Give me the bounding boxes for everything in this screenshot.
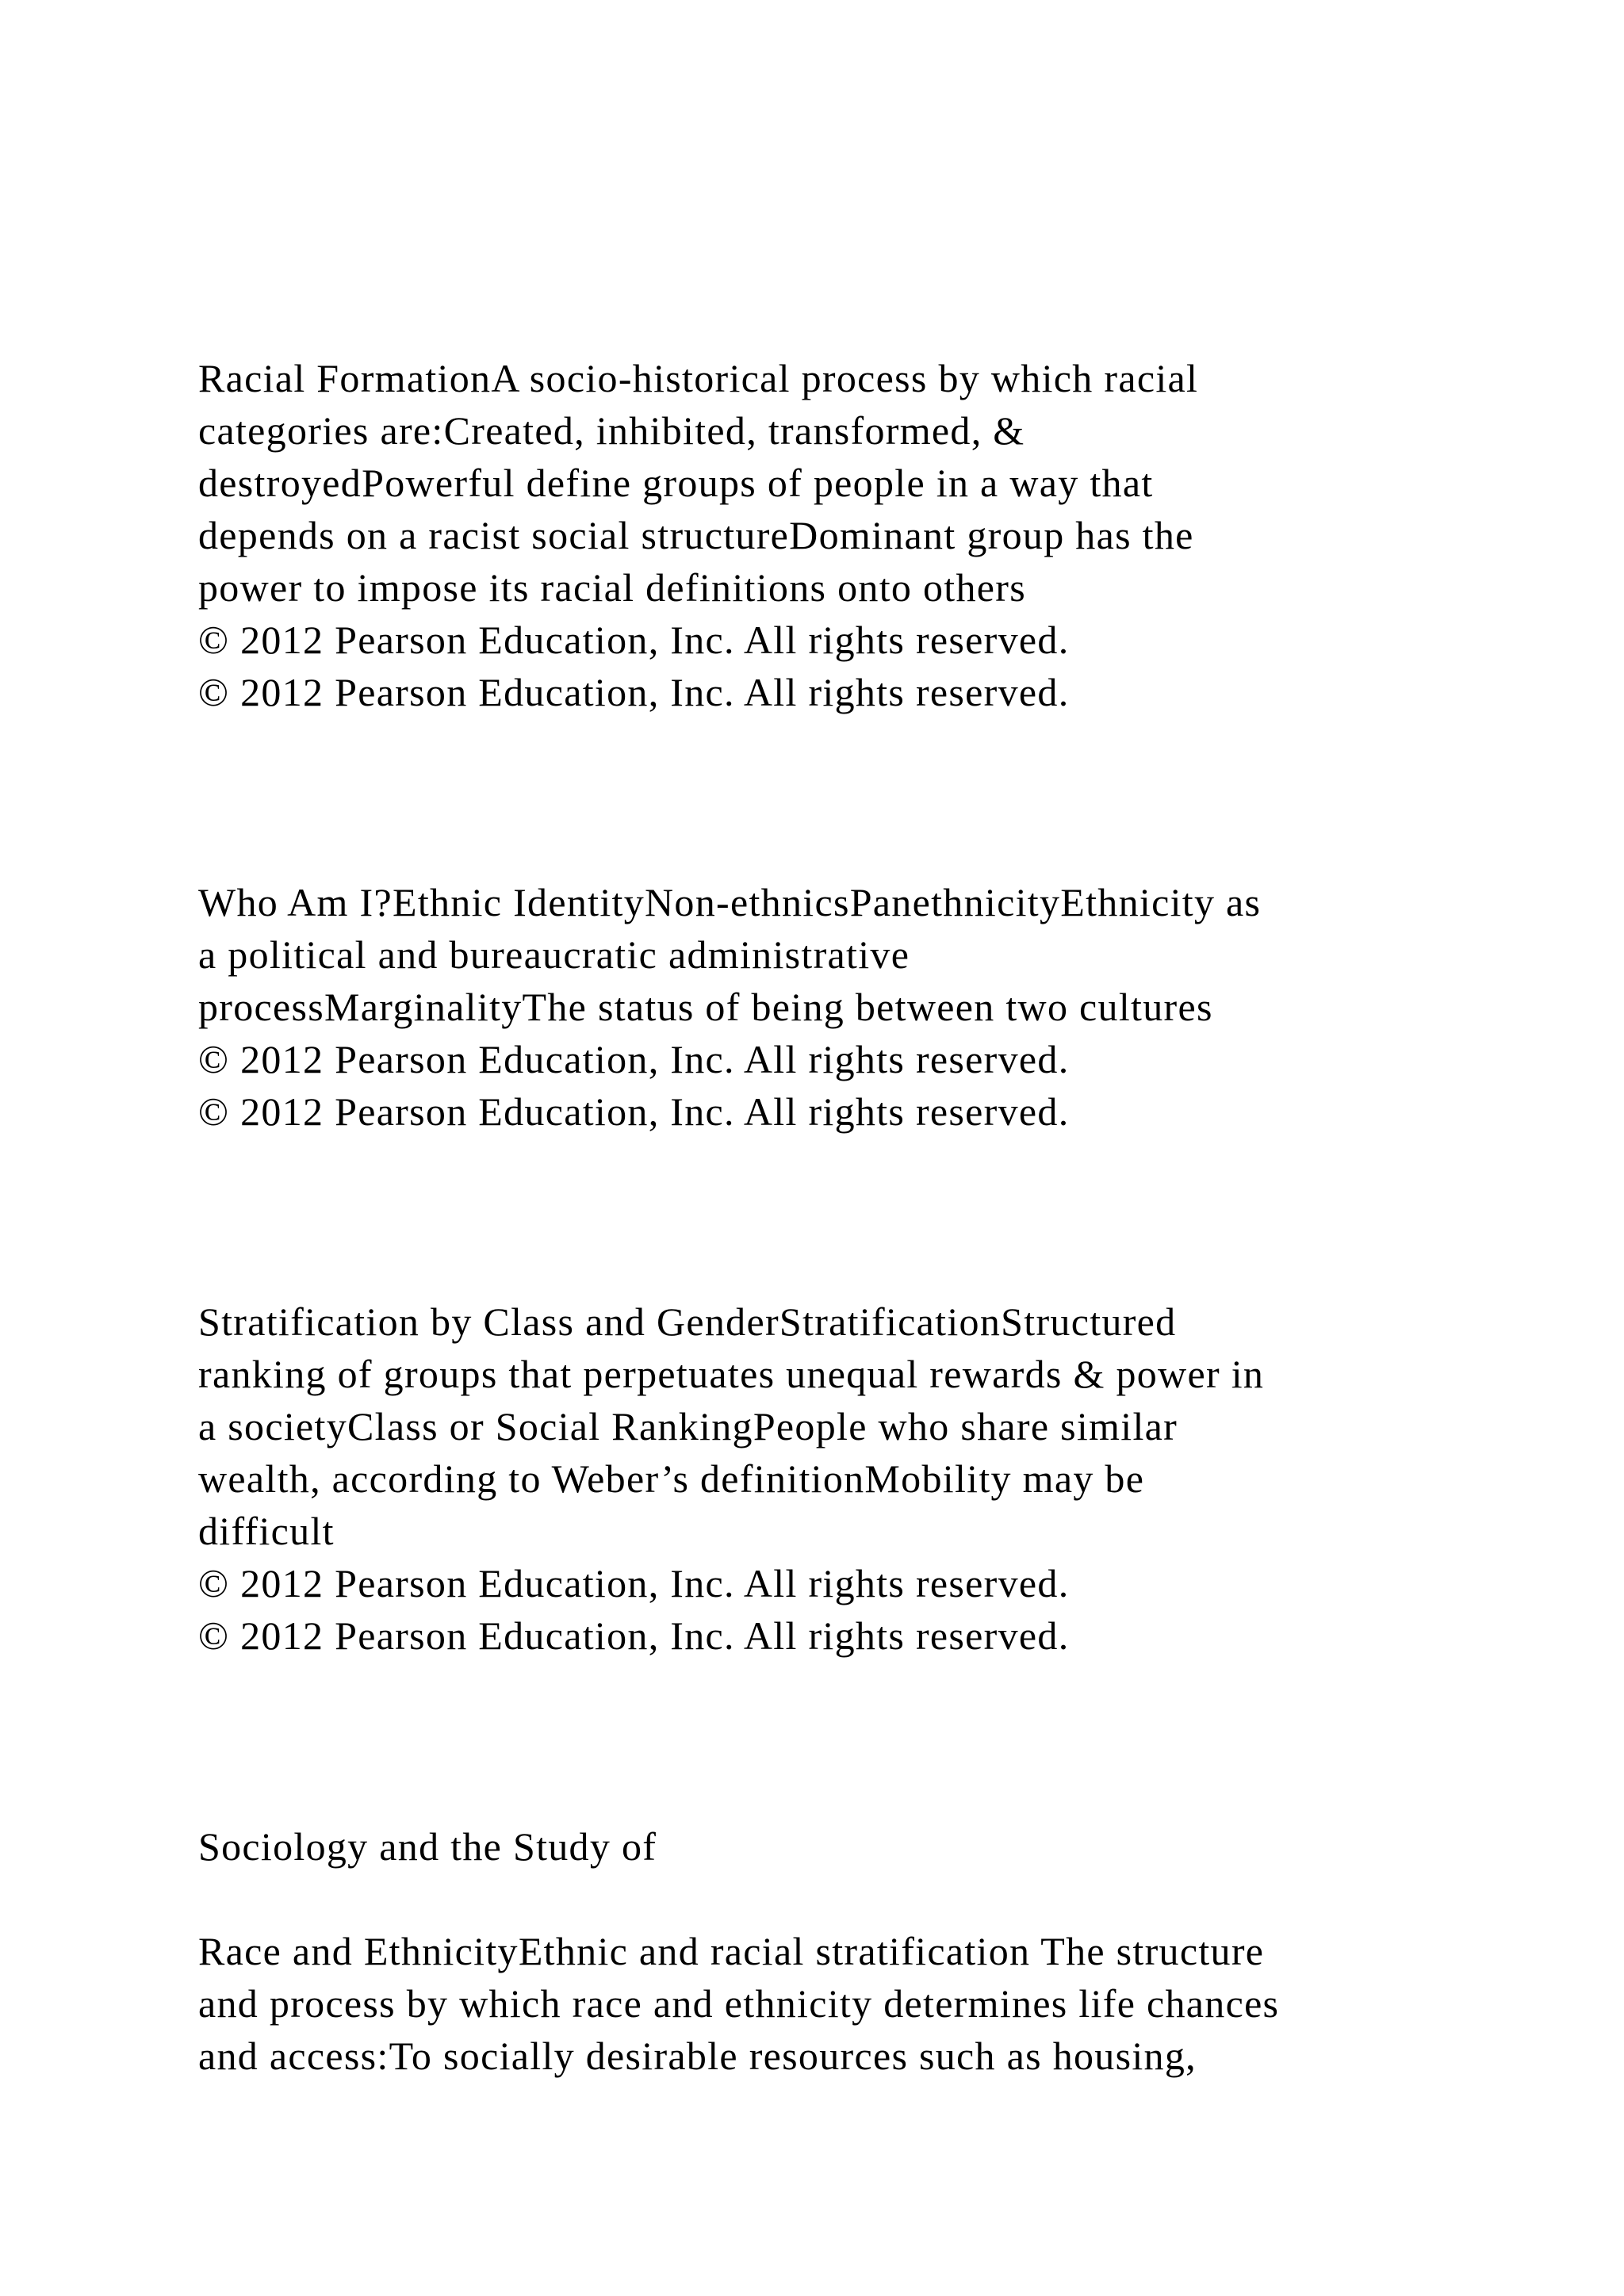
copyright-line: © 2012 Pearson Education, Inc. All rights reserved. (198, 1561, 1070, 1605)
text-line: Race and EthnicityEthnic and racial stratification The structure (198, 1929, 1265, 1973)
section-racial-formation (198, 352, 1546, 718)
text-line: categories are:Created, inhibited, transformed, & (198, 408, 1025, 453)
copyright-line: © 2012 Pearson Education, Inc. All rights reserved. (198, 1037, 1070, 1081)
text-line: Sociology and the Study of (198, 1824, 657, 1869)
text-line: and access:To socially desirable resources such as housing, (198, 2034, 1197, 2078)
copyright-line: © 2012 Pearson Education, Inc. All rights reserved. (198, 1613, 1070, 1658)
text-line: destroyedPowerful define groups of people in a way that (198, 461, 1154, 505)
text-line: power to impose its racial definitions onto others (198, 565, 1026, 610)
text-line: depends on a racist social structureDominant group has the (198, 513, 1194, 557)
text-line: ranking of groups that perpetuates unequal rewards & power in (198, 1352, 1265, 1396)
text-line: and process by which race and ethnicity determines life chances (198, 1981, 1280, 2026)
text-line: Racial FormationA socio-historical process by which racial (198, 356, 1199, 400)
text-line: a societyClass or Social RankingPeople who share similar (198, 1404, 1178, 1448)
section-stratification (198, 1295, 1546, 1662)
section-race-ethnicity (198, 1925, 1546, 2082)
section-who-am-i (198, 876, 1546, 1138)
text-line: wealth, according to Weber’s definitionMobility may be (198, 1456, 1145, 1501)
text-line: a political and bureaucratic administrative (198, 932, 910, 977)
text-line: difficult (198, 1509, 335, 1553)
text-line: Stratification by Class and GenderStratificationStructured (198, 1299, 1177, 1344)
section-sociology-heading (198, 1820, 1546, 1873)
copyright-line: © 2012 Pearson Education, Inc. All rights reserved. (198, 618, 1070, 662)
copyright-line: © 2012 Pearson Education, Inc. All rights reserved. (198, 1089, 1070, 1134)
copyright-line: © 2012 Pearson Education, Inc. All rights reserved. (198, 670, 1070, 714)
text-line: processMarginalityThe status of being between two cultures (198, 985, 1213, 1029)
text-line: Who Am I?Ethnic IdentityNon-ethnicsPanethnicityEthnicity as (198, 880, 1262, 924)
